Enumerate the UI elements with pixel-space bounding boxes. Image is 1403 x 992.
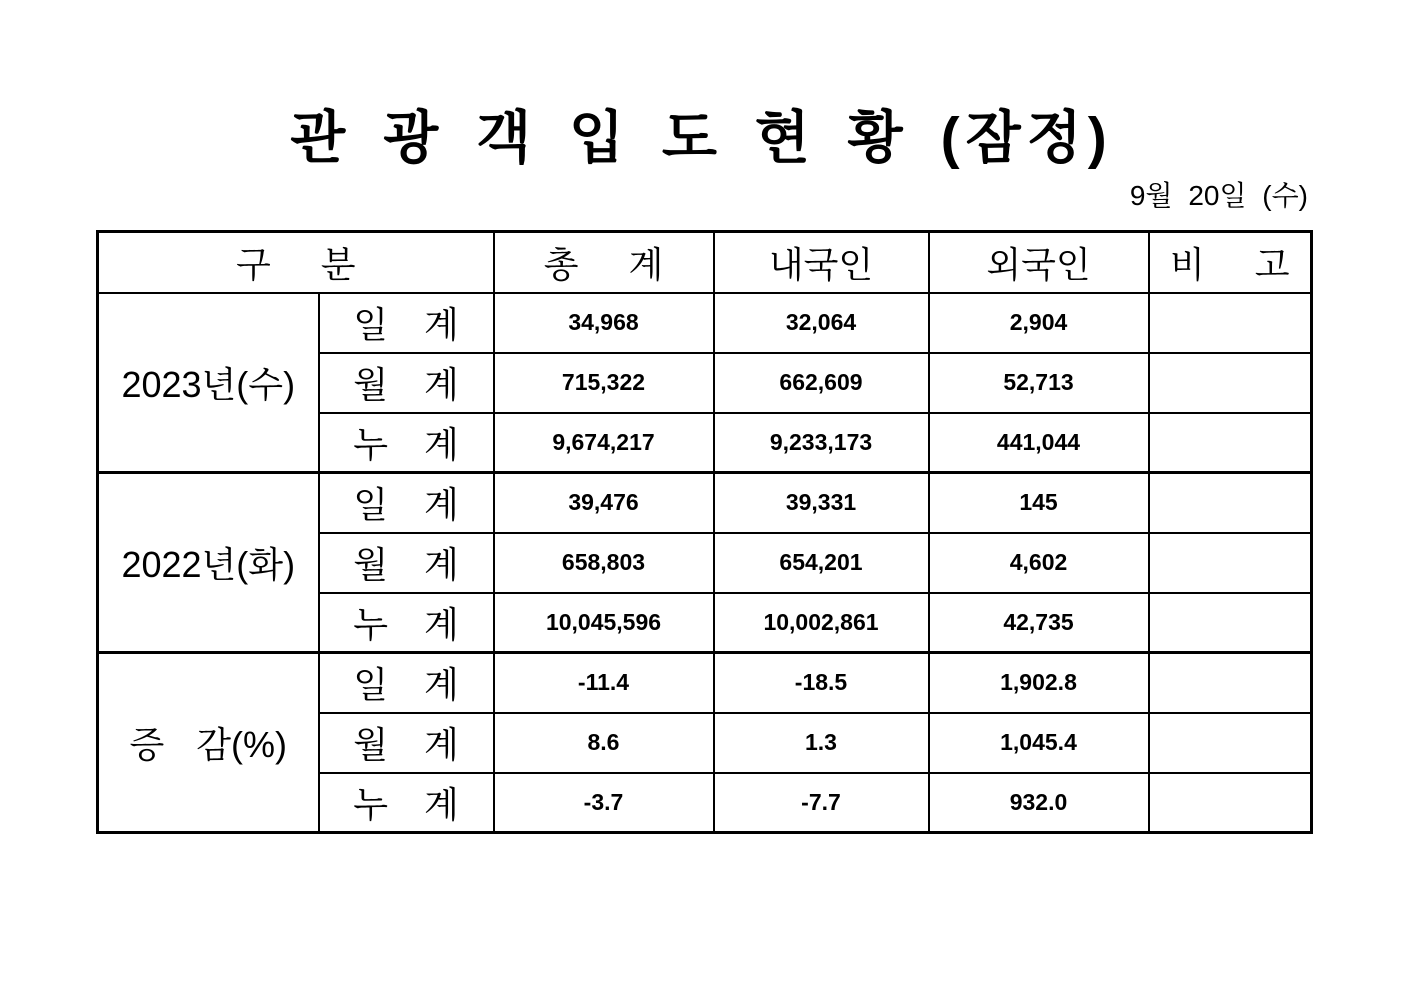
table-row <box>98 293 1312 353</box>
value-domestic: 662,609 <box>714 353 929 413</box>
document-date: 9월 20일 (수) <box>1129 180 1308 211</box>
row-label: 누 계 <box>319 593 494 653</box>
table-row <box>98 473 1312 533</box>
value-domestic: -18.5 <box>714 653 929 713</box>
table-header-row <box>98 232 1312 293</box>
value-total: 658,803 <box>494 533 714 593</box>
remark-cell <box>1149 353 1312 413</box>
remark-cell <box>1149 293 1312 353</box>
header-total: 총 계 <box>494 232 714 293</box>
remark-cell <box>1149 473 1312 533</box>
value-total: 9,674,217 <box>494 413 714 473</box>
value-foreign: 52,713 <box>929 353 1149 413</box>
value-domestic: 9,233,173 <box>714 413 929 473</box>
remark-cell <box>1149 773 1312 833</box>
remark-cell <box>1149 413 1312 473</box>
value-domestic: -7.7 <box>714 773 929 833</box>
row-label: 월 계 <box>319 533 494 593</box>
value-domestic: 10,002,861 <box>714 593 929 653</box>
document-title: 관 광 객 입 도 현 황 (잠정) <box>290 106 1113 170</box>
value-total: 34,968 <box>494 293 714 353</box>
row-label: 월 계 <box>319 713 494 773</box>
row-label: 일 계 <box>319 653 494 713</box>
remark-cell <box>1149 593 1312 653</box>
group-label-change-pct: 증 감(%) <box>98 653 319 833</box>
value-domestic: 1.3 <box>714 713 929 773</box>
remark-cell <box>1149 653 1312 713</box>
group-label-2022: 2022년(화) <box>98 473 319 653</box>
remark-cell <box>1149 533 1312 593</box>
row-label: 일 계 <box>319 473 494 533</box>
header-category: 구 분 <box>98 232 494 293</box>
value-total: -11.4 <box>494 653 714 713</box>
value-foreign: 2,904 <box>929 293 1149 353</box>
table-row <box>98 653 1312 713</box>
remark-cell <box>1149 713 1312 773</box>
header-domestic: 내국인 <box>714 232 929 293</box>
value-total: 39,476 <box>494 473 714 533</box>
tourist-arrivals-table <box>96 230 1313 834</box>
row-label: 월 계 <box>319 353 494 413</box>
value-total: 715,322 <box>494 353 714 413</box>
value-total: 8.6 <box>494 713 714 773</box>
value-domestic: 654,201 <box>714 533 929 593</box>
value-domestic: 32,064 <box>714 293 929 353</box>
row-label: 누 계 <box>319 413 494 473</box>
value-foreign: 145 <box>929 473 1149 533</box>
row-label: 일 계 <box>319 293 494 353</box>
value-foreign: 4,602 <box>929 533 1149 593</box>
value-domestic: 39,331 <box>714 473 929 533</box>
value-foreign: 932.0 <box>929 773 1149 833</box>
header-remarks: 비 고 <box>1149 232 1312 293</box>
value-foreign: 441,044 <box>929 413 1149 473</box>
value-total: 10,045,596 <box>494 593 714 653</box>
value-total: -3.7 <box>494 773 714 833</box>
value-foreign: 42,735 <box>929 593 1149 653</box>
value-foreign: 1,045.4 <box>929 713 1149 773</box>
value-foreign: 1,902.8 <box>929 653 1149 713</box>
group-label-2023: 2023년(수) <box>98 293 319 473</box>
row-label: 누 계 <box>319 773 494 833</box>
header-foreign: 외국인 <box>929 232 1149 293</box>
